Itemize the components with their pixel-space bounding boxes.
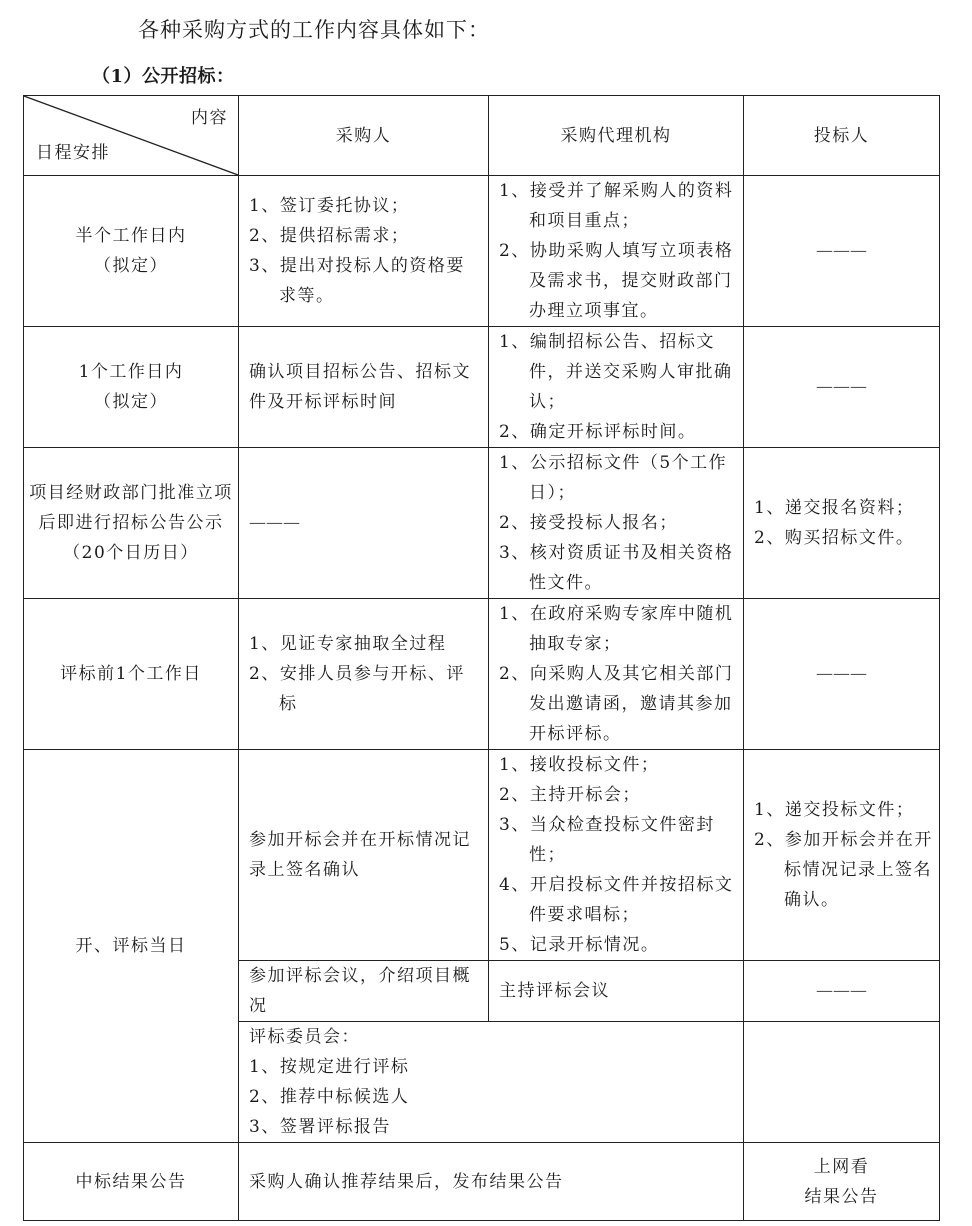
bidder-cell [744,750,940,961]
schedule-cell [24,448,239,599]
list-item: 2、安排人员参与开标、评标 [249,664,465,714]
list-item: 1、递交报名资料； [754,498,915,518]
list-item: 1、签订委托协议； [249,196,410,216]
col-header-bidder: 投标人 [744,96,940,176]
col-header-buyer: 采购人 [239,96,489,176]
diag-header-schedule: 日程安排 [36,143,110,163]
list-item: 2、提供招标需求； [249,226,410,246]
list-item: 1、公示招标文件（5个工作日）； [499,453,728,503]
list-item: 2、推荐中标候选人 [249,1087,410,1107]
schedule-note: （拟定） [94,256,168,276]
committee-cell [239,1022,744,1143]
list-item: 2、接受投标人报名； [499,513,678,533]
schedule-text: 半个工作日内 [75,226,187,246]
schedule-text: 项目经财政部门批准立项后即进行招标公告公示 [29,483,233,533]
bidder-text: 上网看 [813,1156,870,1177]
list-item: 1、编制招标公告、招标文件，并送交采购人审批确认； [499,332,733,412]
buyer-cell: ——— [239,448,489,599]
agency-cell [489,750,744,961]
row-opening-day [24,750,940,961]
buyer-cell: 采购人确认推荐结果后，发布结果公告 [239,1143,744,1221]
row-pre-evaluation [24,599,940,750]
agency-cell [489,599,744,750]
agency-cell: 主持评标会议 [489,961,744,1022]
list-item: 2、主持开标会； [499,785,641,805]
row-one-day [24,327,940,448]
bidder-cell: ——— [744,176,940,327]
list-item: 3、核对资质证书及相关资格性文件。 [499,543,734,593]
bidder-text: 结果公告 [804,1186,879,1207]
list-item: 2、购买招标文件。 [754,528,915,548]
schedule-cell [24,327,239,448]
list-item: 3、当众检查投标文件密封性； [499,815,715,865]
list-item: 3、提出对投标人的资格要求等。 [249,256,465,306]
buyer-cell: 参加评标会议，介绍项目概况 [239,961,489,1022]
schedule-note: （拟定） [94,392,168,412]
buyer-cell: 参加开标会并在开标情况记录上签名确认 [239,750,489,961]
bidder-cell [744,448,940,599]
row-announcement [24,448,940,599]
row-half-day [24,176,940,327]
list-item: 2、参加开标会并在开标情况记录上签名确认。 [754,830,933,910]
diag-header-content: 内容 [191,108,228,128]
list-item: 1、接收投标文件； [499,755,660,775]
buyer-cell [239,599,489,750]
schedule-note: （20个日历日） [63,543,199,563]
buyer-cell: 确认项目招标公告、招标文件及开标评标时间 [239,327,489,448]
bidder-cell [744,1143,940,1221]
bidder-cell: ——— [744,599,940,750]
list-item: 1、接受并了解采购人的资料和项目重点； [499,181,734,231]
schedule-cell: 评标前1个工作日 [24,599,239,750]
list-item: 1、按规定进行评标 [249,1057,410,1077]
col-header-agency: 采购代理机构 [489,96,744,176]
bidder-cell: ——— [744,961,940,1022]
list-item: 5、记录开标情况。 [499,935,660,955]
committee-title: 评标委员会： [249,1027,360,1047]
section-heading: （1）公开招标： [92,66,235,87]
list-item: 3、签署评标报告 [249,1117,391,1137]
bidder-cell: ——— [744,327,940,448]
agency-cell [489,176,744,327]
list-item: 2、确定开标评标时间。 [499,422,697,442]
agency-cell [489,327,744,448]
procurement-table [23,95,940,1221]
schedule-cell: 中标结果公告 [24,1143,239,1221]
agency-cell [489,448,744,599]
list-item: 1、见证专家抽取全过程 [249,634,447,654]
list-item: 2、向采购人及其它相关部门发出邀请函，邀请其参加开标评标。 [499,664,734,744]
list-item: 1、在政府采购专家库中随机抽取专家； [499,604,734,654]
buyer-cell [239,176,489,327]
list-item: 4、开启投标文件并按招标文件要求唱标； [499,875,734,925]
empty-cell [744,1022,940,1143]
list-item: 1、递交投标文件； [754,800,915,820]
diagonal-header-cell [24,96,239,176]
list-item: 2、协助采购人填写立项表格及需求书，提交财政部门办理立项事宜。 [499,241,734,321]
schedule-cell: 开、评标当日 [24,750,239,1143]
schedule-cell [24,176,239,327]
header-row [24,96,940,176]
row-result-announcement [24,1143,940,1221]
intro-text: 各种采购方式的工作内容具体如下： [138,18,490,42]
schedule-text: 1个工作日内 [78,362,184,382]
